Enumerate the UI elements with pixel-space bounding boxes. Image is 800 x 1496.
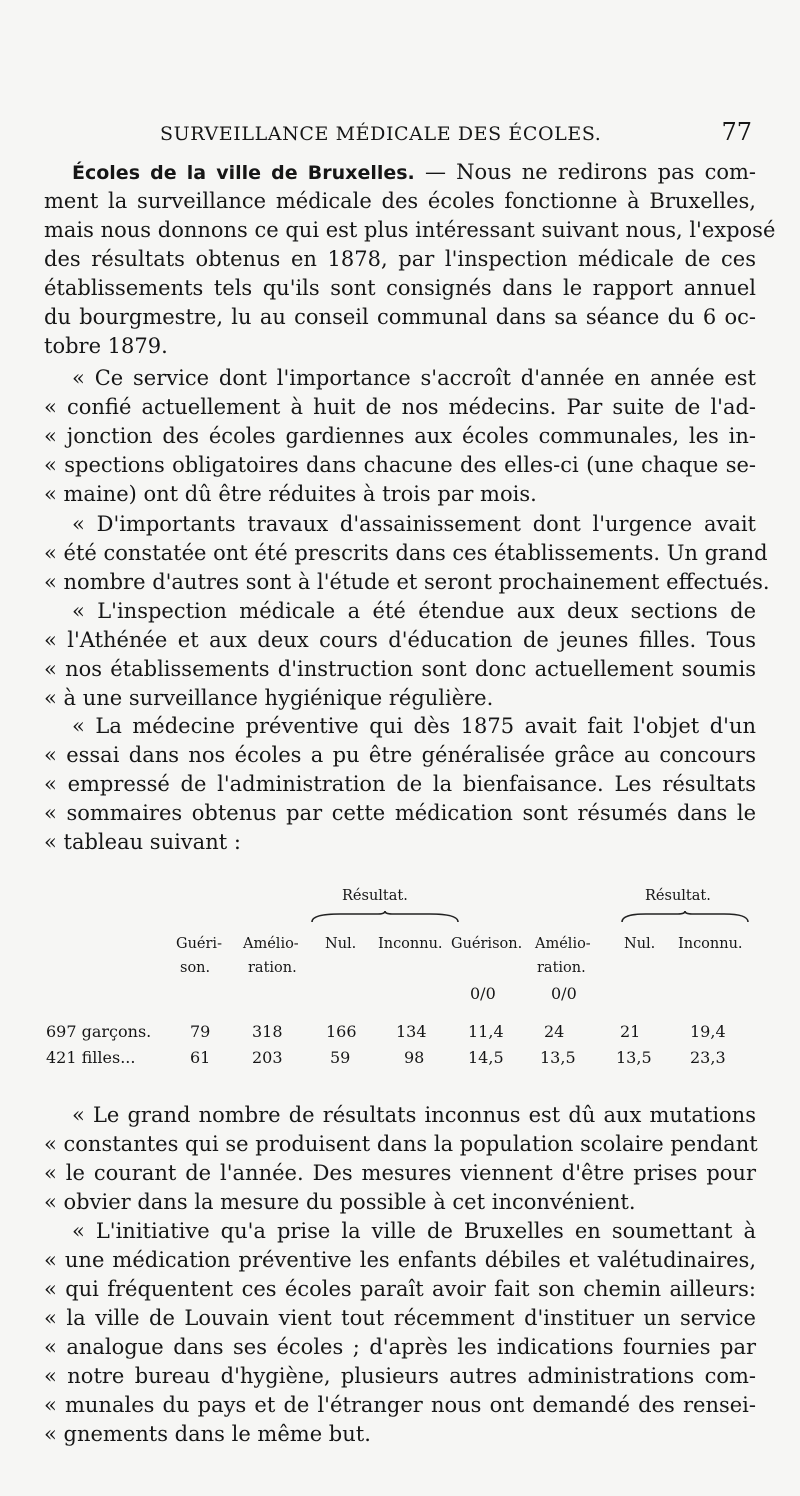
text-line: « D'importants travaux d'assainissement dont l'urgence avait: [72, 512, 756, 536]
text-line: « qui fréquentent ces écoles paraît avoir fait son chemin ailleurs:: [44, 1277, 756, 1301]
cell-inconnu: 134: [396, 1022, 427, 1041]
running-header: [160, 118, 752, 148]
results-table: [40, 880, 760, 1080]
cell-inconnu: 98: [404, 1048, 425, 1067]
unit-pct-2: 0/0: [551, 984, 577, 1003]
unit-pct-1: 0/0: [470, 984, 496, 1003]
text-line: mais nous donnons ce qui est plus intéressant suivant nous, l'exposé: [44, 218, 776, 242]
quote-paragraph-1: [44, 364, 756, 509]
text-line: « une médication préventive les enfants débiles et valétudinaires,: [44, 1248, 756, 1272]
brace-left: [310, 910, 460, 924]
cell-gueri-pct: 11,4: [468, 1022, 504, 1041]
col-inconnu-pct: Inconnu.: [678, 936, 743, 952]
text-line: « munales du pays et de l'étranger nous ont demandé des rensei-: [44, 1393, 756, 1417]
text-line: Écoles de la ville de Bruxelles. — Nous ne redirons pas com-: [72, 160, 757, 184]
text-line: « L'initiative qu'a prise la ville de Bruxelles en soumettant à: [72, 1219, 756, 1243]
text-line: « nombre d'autres sont à l'étude et seront prochainement effectués.: [44, 570, 770, 594]
col-inconnu: Inconnu.: [378, 936, 443, 952]
text-line: « spections obligatoires dans chacune des elles-ci (une chaque se-: [44, 453, 756, 477]
text-line: « analogue dans ses écoles ; d'après les indications fournies par: [44, 1335, 756, 1359]
col-amel-pct-2: ration.: [537, 960, 586, 976]
text-line: « L'inspection médicale a été étendue aux deux sections de: [72, 599, 756, 623]
text-line: « notre bureau d'hygiène, plusieurs autres administrations com-: [44, 1364, 756, 1388]
group-header-results: Résultat.: [342, 888, 408, 904]
quote-paragraph-2: [44, 510, 770, 597]
col-gueri-2: son.: [180, 960, 211, 976]
cell-amel-pct: 24: [544, 1022, 565, 1041]
cell-nul-pct: 13,5: [616, 1048, 652, 1067]
text-line: ment la surveillance médicale des écoles fonctionne à Bruxelles,: [44, 189, 756, 213]
col-amel-pct: Amélio-: [535, 936, 591, 952]
quote-paragraph-6: [44, 1217, 756, 1449]
text-line: « été constatée ont été prescrits dans ces établissements. Un grand: [44, 541, 768, 565]
text-line: « Ce service dont l'importance s'accroît d'année en année est: [72, 366, 756, 390]
cell-inconnu-pct: 23,3: [690, 1048, 726, 1067]
cell-amel: 318: [252, 1022, 283, 1041]
cell-gueri: 79: [190, 1022, 211, 1041]
text-line: « essai dans nos écoles a pu être généralisée grâce au concours: [44, 743, 756, 767]
text-line: « La médecine préventive qui dès 1875 avait fait l'objet d'un: [72, 714, 756, 738]
group-header-results-pct: Résultat.: [645, 888, 711, 904]
running-title: SURVEILLANCE MÉDICALE DES ÉCOLES.: [160, 123, 602, 145]
brace-right: [620, 910, 750, 924]
text-line: « à une surveillance hygiénique régulière.: [44, 686, 494, 710]
text-line: « nos établissements d'instruction sont donc actuellement soumis: [44, 657, 756, 681]
text-line: « maine) ont dû être réduites à trois par mois.: [44, 482, 537, 506]
cell-amel: 203: [252, 1048, 283, 1067]
text-line: « tableau suivant :: [44, 830, 241, 854]
quote-paragraph-4: [44, 712, 756, 857]
col-nul-pct: Nul.: [624, 936, 656, 952]
col-gueri-pct: Guérison.: [451, 936, 523, 952]
row-label: 421 filles...: [46, 1048, 136, 1067]
row-label: 697 garçons.: [46, 1022, 152, 1041]
text-line: « obvier dans la mesure du possible à cet inconvénient.: [44, 1190, 636, 1214]
intro-paragraph: [44, 158, 776, 361]
text-line: tobre 1879.: [44, 334, 168, 358]
cell-inconnu-pct: 19,4: [690, 1022, 726, 1041]
cell-gueri: 61: [190, 1048, 211, 1067]
cell-gueri-pct: 14,5: [468, 1048, 504, 1067]
cell-amel-pct: 13,5: [540, 1048, 576, 1067]
section-heading: Écoles de la ville de Bruxelles.: [72, 162, 415, 184]
col-amel-2: ration.: [248, 960, 297, 976]
text-line: « jonction des écoles gardiennes aux écoles communales, les in-: [44, 424, 756, 448]
text-line: « l'Athénée et aux deux cours d'éducation de jeunes filles. Tous: [44, 628, 756, 652]
page-number: 77: [721, 118, 752, 146]
text-line: « gnements dans le même but.: [44, 1422, 371, 1446]
quote-paragraph-3: [44, 597, 756, 713]
quote-paragraph-5: [44, 1101, 756, 1217]
text-line: des résultats obtenus en 1878, par l'inspection médicale de ces: [44, 247, 756, 271]
cell-nul: 166: [326, 1022, 357, 1041]
text-line: « constantes qui se produisent dans la population scolaire pendant: [44, 1132, 758, 1156]
text-line: du bourgmestre, lu au conseil communal dans sa séance du 6 oc-: [44, 305, 756, 329]
col-gueri: Guéri-: [176, 936, 222, 952]
col-amel: Amélio-: [243, 936, 299, 952]
text-line: « Le grand nombre de résultats inconnus est dû aux mutations: [72, 1103, 756, 1127]
text-line: « empressé de l'administration de la bienfaisance. Les résultats: [44, 772, 756, 796]
text-line: « confié actuellement à huit de nos médecins. Par suite de l'ad-: [44, 395, 756, 419]
text-line: « sommaires obtenus par cette médication sont résumés dans le: [44, 801, 756, 825]
text-line: établissements tels qu'ils sont consignés dans le rapport annuel: [44, 276, 756, 300]
text-line: « le courant de l'année. Des mesures viennent d'être prises pour: [44, 1161, 756, 1185]
cell-nul-pct: 21: [620, 1022, 641, 1041]
text-line: « la ville de Louvain vient tout récemment d'instituer un service: [44, 1306, 756, 1330]
cell-nul: 59: [330, 1048, 351, 1067]
col-nul: Nul.: [325, 936, 357, 952]
